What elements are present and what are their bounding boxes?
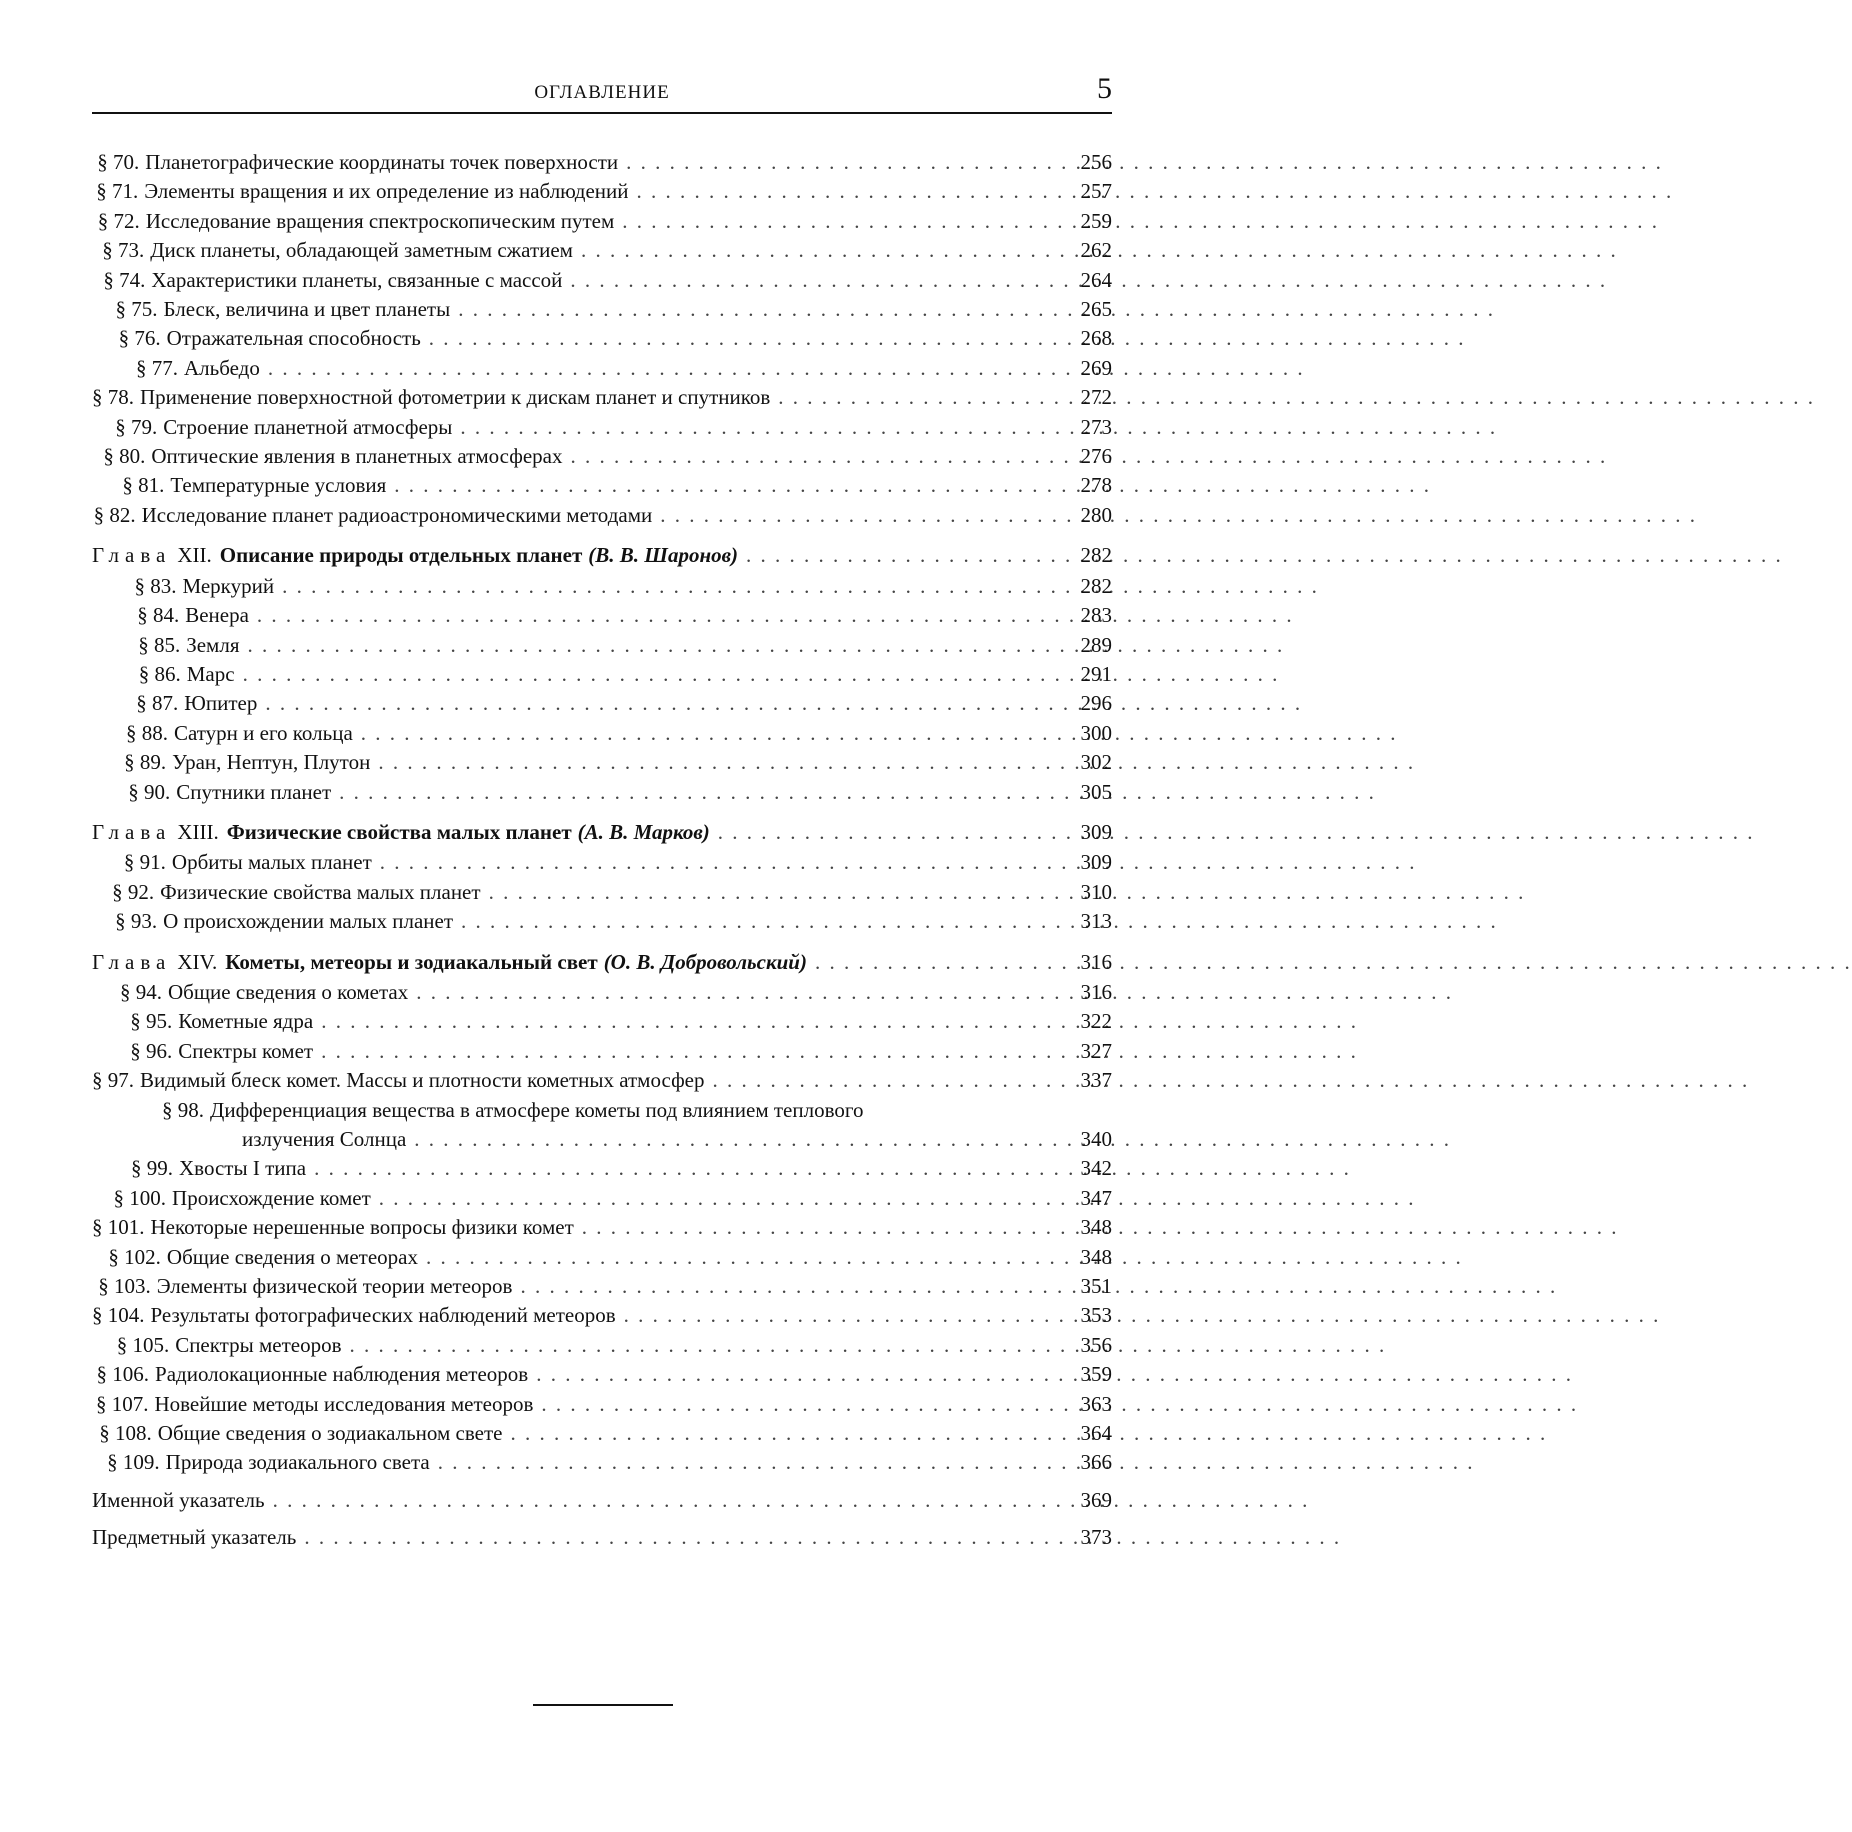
section-number: § 83. bbox=[134, 573, 177, 598]
toc-entry[interactable] bbox=[92, 207, 1112, 236]
section-number: § 73. bbox=[102, 238, 145, 263]
toc-entry[interactable] bbox=[92, 1419, 1112, 1448]
dot-leader bbox=[313, 1037, 1064, 1066]
chapter-word: Глава bbox=[92, 949, 172, 974]
section-title: Элементы физической теории метеоров bbox=[156, 1274, 513, 1299]
section-title: О происхождении малых планет bbox=[163, 909, 453, 934]
section-number: § 82. bbox=[93, 502, 136, 527]
section-title: Спутники планет bbox=[176, 779, 332, 804]
section-number: § 89. bbox=[124, 750, 167, 775]
section-title: Исследование планет радиоастрономическими методами bbox=[141, 502, 653, 527]
section-page: 366 bbox=[1080, 1450, 1112, 1475]
dot-leader bbox=[249, 601, 1064, 630]
toc-entry[interactable] bbox=[92, 1213, 1112, 1242]
toc-entry[interactable] bbox=[92, 413, 1112, 442]
dot-leader bbox=[274, 572, 1064, 601]
section-page: 313 bbox=[1080, 909, 1112, 934]
toc-entry[interactable] bbox=[92, 471, 1112, 500]
toc-entry[interactable] bbox=[92, 177, 1112, 206]
dot-leader bbox=[616, 1301, 1064, 1330]
dot-leader bbox=[652, 501, 1064, 530]
section-number: § 76. bbox=[118, 326, 161, 351]
section-number: § 77. bbox=[136, 355, 178, 380]
section-page: 296 bbox=[1080, 691, 1112, 716]
toc-entry[interactable] bbox=[92, 601, 1112, 630]
section-title: Некоторые нерешенные вопросы физики комет bbox=[150, 1215, 574, 1240]
chapter-number: XIV. bbox=[177, 949, 218, 974]
dot-leader bbox=[372, 848, 1064, 877]
subject-index-entry[interactable] bbox=[92, 1523, 1112, 1552]
section-title: Природа зодиакального света bbox=[165, 1450, 430, 1475]
dot-leader bbox=[408, 978, 1064, 1007]
dot-leader bbox=[562, 442, 1064, 471]
chapter-author: (О. В. Добровольский) bbox=[603, 949, 807, 974]
chapter-13-entry[interactable] bbox=[92, 818, 1112, 847]
dot-leader bbox=[562, 266, 1064, 295]
chapter-title: Описание природы отдельных планет bbox=[219, 543, 583, 568]
section-title: Новейшие методы исследования метеоров bbox=[154, 1391, 534, 1416]
dot-leader bbox=[386, 471, 1064, 500]
index-title: Предметный указатель bbox=[92, 1525, 297, 1550]
dot-leader bbox=[533, 1390, 1064, 1419]
section-title: Диск планеты, обладающей заметным сжатием bbox=[150, 238, 573, 263]
section-page: 337 bbox=[1080, 1068, 1112, 1093]
toc-entry[interactable] bbox=[92, 848, 1112, 877]
section-title-line2: излучения Солнца bbox=[242, 1127, 407, 1151]
dot-leader bbox=[629, 177, 1064, 206]
dot-leader bbox=[807, 948, 1064, 977]
section-page: 264 bbox=[1080, 267, 1112, 292]
dot-leader bbox=[512, 1272, 1064, 1301]
section-title: Блеск, величина и цвет планеты bbox=[163, 297, 451, 322]
section-title: Элементы вращения и их определение из наблюдений bbox=[144, 179, 629, 204]
section-page: 282 bbox=[1080, 573, 1112, 598]
dot-leader bbox=[450, 295, 1064, 324]
end-rule bbox=[533, 1704, 673, 1706]
section-page: 265 bbox=[1080, 297, 1112, 322]
section-number: § 70. bbox=[97, 150, 140, 174]
section-number: § 79. bbox=[115, 414, 158, 439]
dot-leader bbox=[306, 1154, 1064, 1183]
toc-entry[interactable] bbox=[92, 148, 1112, 177]
toc-entry[interactable] bbox=[92, 1448, 1112, 1477]
dot-leader bbox=[614, 207, 1064, 236]
section-number: § 96. bbox=[130, 1038, 173, 1063]
dot-leader bbox=[353, 719, 1064, 748]
dot-leader bbox=[235, 660, 1064, 689]
toc-entry[interactable] bbox=[92, 1390, 1112, 1419]
toc-entry[interactable] bbox=[92, 878, 1112, 907]
section-group-chapter-14 bbox=[92, 978, 1112, 1478]
toc-entry[interactable] bbox=[92, 236, 1112, 265]
section-page: 259 bbox=[1080, 208, 1112, 233]
chapter-number: XII. bbox=[177, 543, 212, 568]
section-number: § 104. bbox=[92, 1303, 145, 1328]
section-page: 310 bbox=[1080, 879, 1112, 904]
toc-entry[interactable] bbox=[92, 1066, 1112, 1095]
section-number: § 107. bbox=[95, 1391, 149, 1416]
toc-entry[interactable] bbox=[92, 383, 1112, 412]
chapter-title: Кометы, метеоры и зодиакальный свет bbox=[225, 949, 598, 974]
dot-leader bbox=[418, 1243, 1064, 1272]
section-page: 359 bbox=[1080, 1362, 1112, 1387]
section-title: Венера bbox=[185, 603, 249, 628]
chapter-title: Физические свойства малых планет bbox=[226, 819, 572, 844]
section-number: § 94. bbox=[119, 979, 162, 1004]
section-number: § 72. bbox=[97, 208, 140, 233]
chapter-page: 282 bbox=[1080, 543, 1112, 568]
toc-entry[interactable] bbox=[92, 778, 1112, 807]
dot-leader bbox=[705, 1066, 1065, 1095]
section-page: 309 bbox=[1080, 850, 1112, 875]
section-page: 342 bbox=[1080, 1156, 1112, 1181]
section-page: 272 bbox=[1080, 385, 1112, 410]
section-title: Марс bbox=[186, 661, 235, 686]
section-number: § 88. bbox=[125, 720, 168, 745]
toc-entry[interactable] bbox=[92, 660, 1112, 689]
toc-entry[interactable] bbox=[92, 1037, 1112, 1066]
section-page: 289 bbox=[1080, 632, 1112, 657]
chapter-word: Глава bbox=[92, 543, 172, 568]
dot-leader bbox=[573, 236, 1064, 265]
section-number: § 92. bbox=[112, 879, 155, 904]
running-head bbox=[92, 72, 1112, 112]
section-title: Уран, Нептун, Плутон bbox=[172, 750, 371, 775]
toc-entry[interactable] bbox=[92, 689, 1112, 718]
dot-leader bbox=[313, 1007, 1064, 1036]
section-number: § 93. bbox=[115, 909, 158, 934]
section-title: Температурные условия bbox=[170, 473, 387, 498]
dot-leader bbox=[481, 878, 1064, 907]
chapter-author: (А. В. Марков) bbox=[577, 819, 710, 844]
index-page: 373 bbox=[1080, 1525, 1112, 1550]
section-page: 353 bbox=[1080, 1303, 1112, 1328]
section-page: 316 bbox=[1080, 979, 1112, 1004]
section-title: Физические свойства малых планет bbox=[160, 879, 481, 904]
name-index-entry[interactable] bbox=[92, 1486, 1112, 1515]
dot-leader bbox=[618, 148, 1064, 177]
section-number: § 98. bbox=[162, 1097, 204, 1122]
section-number: § 97. bbox=[92, 1068, 134, 1093]
toc-entry[interactable] bbox=[92, 501, 1112, 530]
chapter-page: 309 bbox=[1080, 819, 1112, 844]
toc-entry[interactable] bbox=[92, 1360, 1112, 1389]
section-page: 262 bbox=[1080, 238, 1112, 263]
dot-leader bbox=[342, 1331, 1065, 1360]
toc-entry[interactable] bbox=[92, 1331, 1112, 1360]
section-page: 278 bbox=[1080, 473, 1112, 498]
dot-leader bbox=[770, 383, 1064, 412]
section-number: § 99. bbox=[131, 1156, 174, 1181]
section-page: 327 bbox=[1080, 1038, 1112, 1063]
section-title: Исследование вращения спектроскопическим путем bbox=[145, 208, 615, 233]
section-title: Сатурн и его кольца bbox=[173, 720, 353, 745]
dot-leader bbox=[296, 1523, 1064, 1552]
toc-entry[interactable] bbox=[92, 572, 1112, 601]
section-number: § 71. bbox=[96, 179, 139, 204]
chapter-page: 316 bbox=[1080, 949, 1112, 974]
dot-leader bbox=[738, 541, 1064, 570]
dot-leader bbox=[528, 1360, 1064, 1389]
dot-leader bbox=[452, 413, 1064, 442]
toc-entry[interactable] bbox=[92, 748, 1112, 777]
toc-entry-first-line bbox=[92, 1096, 1112, 1125]
section-title: Общие сведения о кометах bbox=[167, 979, 409, 1004]
section-page: 300 bbox=[1080, 720, 1112, 745]
section-number: § 85. bbox=[138, 632, 181, 657]
section-number: § 91. bbox=[123, 850, 166, 875]
section-number: § 81. bbox=[122, 473, 165, 498]
section-number: § 102. bbox=[108, 1244, 161, 1269]
section-title: Кометные ядра bbox=[178, 1009, 314, 1034]
chapter-12-entry[interactable] bbox=[92, 541, 1112, 570]
toc-entry[interactable] bbox=[92, 1301, 1112, 1330]
section-title: Отражательная способность bbox=[166, 326, 421, 351]
toc-entry[interactable] bbox=[92, 1184, 1112, 1213]
toc-entry[interactable] bbox=[92, 907, 1112, 936]
toc-entry[interactable] bbox=[92, 1243, 1112, 1272]
section-title: Строение планетной атмосферы bbox=[163, 414, 453, 439]
section-number: § 103. bbox=[98, 1274, 151, 1299]
section-group-chapter-12 bbox=[92, 572, 1112, 807]
section-page: 305 bbox=[1080, 779, 1112, 804]
dot-leader bbox=[710, 818, 1064, 847]
section-number: § 86. bbox=[138, 661, 181, 686]
section-page: 302 bbox=[1080, 750, 1112, 775]
toc-entry[interactable] bbox=[92, 324, 1112, 353]
section-page: 276 bbox=[1080, 444, 1112, 469]
section-page: 340 bbox=[1080, 1127, 1112, 1151]
section-group-chapter-13 bbox=[92, 848, 1112, 936]
section-number: § 101. bbox=[92, 1215, 145, 1240]
section-title: Радиолокационные наблюдения метеоров bbox=[155, 1362, 529, 1387]
dot-leader bbox=[453, 907, 1064, 936]
toc-entry-multiline[interactable] bbox=[92, 1096, 1112, 1155]
toc-entry-second-line bbox=[92, 1125, 1112, 1154]
dot-leader bbox=[503, 1419, 1065, 1448]
section-page: 273 bbox=[1080, 414, 1112, 439]
dot-leader bbox=[370, 748, 1064, 777]
toc-entry[interactable] bbox=[92, 631, 1112, 660]
section-number: § 109. bbox=[107, 1450, 160, 1475]
dot-leader bbox=[265, 1486, 1064, 1515]
section-page: 283 bbox=[1080, 603, 1112, 628]
dot-leader bbox=[257, 689, 1064, 718]
section-title: Планетографические координаты точек поверхности bbox=[145, 150, 619, 174]
section-page: 280 bbox=[1080, 502, 1112, 527]
chapter-author: (В. В. Шаронов) bbox=[588, 543, 738, 568]
section-title: Спектры комет bbox=[178, 1038, 314, 1063]
section-title: Оптические явления в планетных атмосферах bbox=[151, 444, 563, 469]
section-number: § 105. bbox=[116, 1332, 170, 1357]
toc-entry[interactable] bbox=[92, 266, 1112, 295]
dot-leader bbox=[421, 324, 1064, 353]
dot-leader bbox=[430, 1448, 1064, 1477]
section-title-line1: Дифференциация вещества в атмосфере кометы под влиянием теплового bbox=[210, 1097, 864, 1122]
section-title: Земля bbox=[186, 632, 240, 657]
section-number: § 95. bbox=[130, 1009, 173, 1034]
toc-entry[interactable] bbox=[92, 442, 1112, 471]
section-number: § 90. bbox=[128, 779, 171, 804]
section-page: 256 bbox=[1080, 150, 1112, 174]
toc-entry[interactable] bbox=[92, 1154, 1112, 1183]
section-title: Общие сведения о метеорах bbox=[166, 1244, 418, 1269]
section-title: Результаты фотографических наблюдений метеоров bbox=[150, 1303, 616, 1328]
chapter-number: XIII. bbox=[177, 819, 219, 844]
section-title: Характеристики планеты, связанные с массой bbox=[151, 267, 563, 292]
toc-entry[interactable] bbox=[92, 719, 1112, 748]
toc-entry[interactable] bbox=[92, 978, 1112, 1007]
chapter-word: Глава bbox=[92, 819, 172, 844]
section-page: 348 bbox=[1080, 1215, 1112, 1240]
section-page: 363 bbox=[1080, 1391, 1112, 1416]
section-page: 322 bbox=[1080, 1009, 1112, 1034]
section-title: Применение поверхностной фотометрии к дискам планет и спутников bbox=[140, 385, 771, 410]
section-number: § 100. bbox=[113, 1185, 167, 1210]
section-page: 257 bbox=[1080, 179, 1112, 204]
table-of-contents bbox=[92, 148, 1112, 1553]
toc-entry[interactable] bbox=[92, 295, 1112, 324]
section-number: § 106. bbox=[96, 1362, 150, 1387]
section-number: § 75. bbox=[115, 297, 158, 322]
section-title: Альбедо bbox=[184, 355, 260, 380]
section-number: § 74. bbox=[103, 267, 146, 292]
section-page: 351 bbox=[1080, 1274, 1112, 1299]
section-number: § 78. bbox=[92, 385, 134, 410]
section-page: 364 bbox=[1080, 1421, 1112, 1446]
section-page: 291 bbox=[1080, 661, 1112, 686]
section-title: Спектры метеоров bbox=[175, 1332, 342, 1357]
dot-leader bbox=[371, 1184, 1064, 1213]
section-number: § 84. bbox=[137, 603, 180, 628]
index-title: Именной указатель bbox=[92, 1487, 265, 1512]
section-title: Орбиты малых планет bbox=[171, 850, 372, 875]
toc-entry[interactable] bbox=[92, 1272, 1112, 1301]
chapter-14-entry[interactable] bbox=[92, 948, 1112, 977]
section-title: Общие сведения о зодиакальном свете bbox=[157, 1421, 503, 1446]
dot-leader bbox=[239, 631, 1064, 660]
header-rule bbox=[92, 112, 1112, 114]
running-title: ОГЛАВЛЕНИЕ bbox=[534, 82, 670, 103]
section-page: 268 bbox=[1080, 326, 1112, 351]
section-page: 347 bbox=[1080, 1185, 1112, 1210]
toc-entry[interactable] bbox=[92, 354, 1112, 383]
section-group-chapter-11 bbox=[92, 148, 1112, 530]
dot-leader bbox=[406, 1125, 1064, 1154]
toc-entry[interactable] bbox=[92, 1007, 1112, 1036]
section-title: Юпитер bbox=[184, 691, 258, 716]
section-title: Происхождение комет bbox=[172, 1185, 371, 1210]
index-page: 369 bbox=[1080, 1487, 1112, 1512]
section-number: § 80. bbox=[103, 444, 146, 469]
dot-leader bbox=[260, 354, 1064, 383]
section-title: Меркурий bbox=[182, 573, 275, 598]
section-number: § 87. bbox=[136, 691, 179, 716]
section-page: 348 bbox=[1080, 1244, 1112, 1269]
page-number: 5 bbox=[1097, 72, 1112, 105]
section-page: 356 bbox=[1080, 1332, 1112, 1357]
dot-leader bbox=[574, 1213, 1064, 1242]
section-page: 269 bbox=[1080, 355, 1112, 380]
section-title: Хвосты I типа bbox=[179, 1156, 307, 1181]
section-number: § 108. bbox=[99, 1421, 152, 1446]
dot-leader bbox=[331, 778, 1064, 807]
section-title: Видимый блеск комет. Массы и плотности кометных атмосфер bbox=[140, 1068, 705, 1093]
